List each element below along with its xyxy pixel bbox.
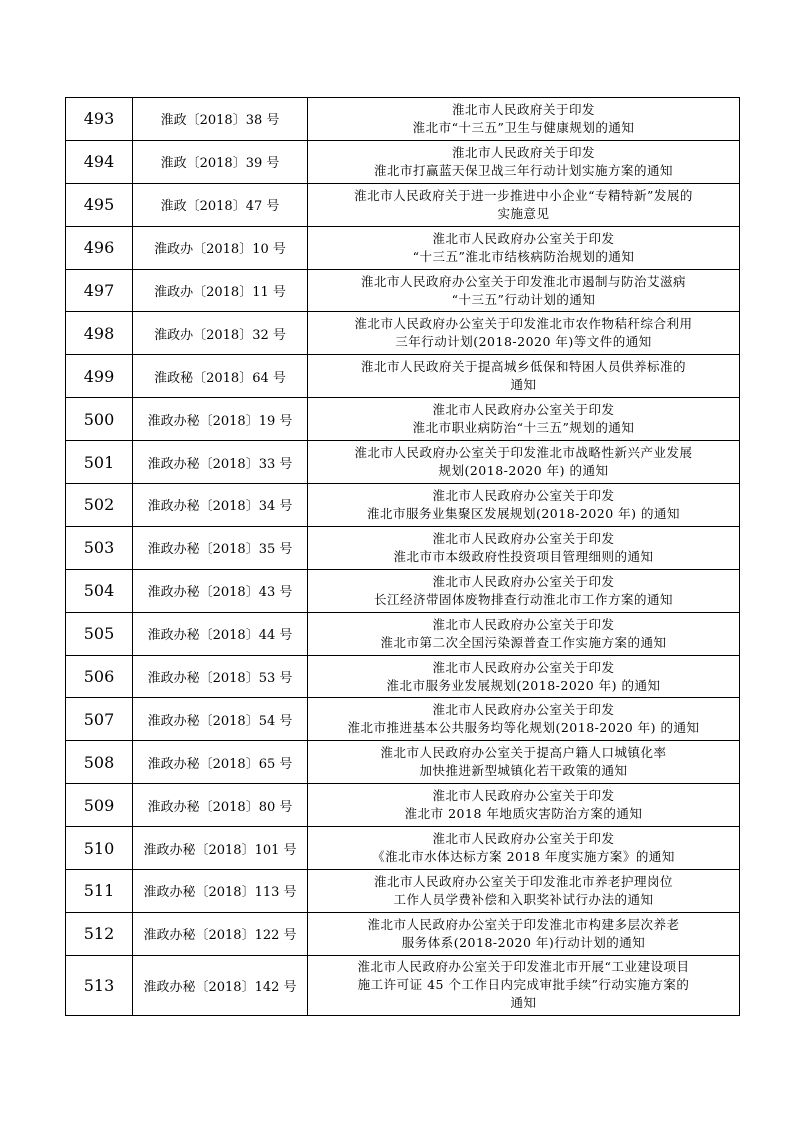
row-number: 495 — [66, 183, 133, 226]
document-number: 淮政〔2018〕47 号 — [133, 183, 308, 226]
document-title — [308, 484, 740, 527]
document-number: 淮政办秘〔2018〕101 号 — [133, 827, 308, 870]
document-title — [308, 612, 740, 655]
row-number: 508 — [66, 741, 133, 784]
document-title — [308, 698, 740, 741]
title-line: 淮北市人民政府办公室关于印发淮北市农作物秸秆综合利用 — [354, 316, 693, 332]
table-row — [66, 183, 740, 226]
document-number: 淮政秘〔2018〕64 号 — [133, 355, 308, 398]
table-row — [66, 484, 740, 527]
title-line: 淮北市人民政府办公室关于印发淮北市开展“工业建设项目 — [357, 959, 690, 975]
row-number: 503 — [66, 526, 133, 569]
title-line: 淮北市人民政府办公室关于印发淮北市战略性新兴产业发展 — [354, 445, 693, 461]
title-line: 加快推进新型城镇化若干政策的通知 — [419, 763, 628, 779]
title-line: 通知 — [510, 995, 537, 1011]
document-number: 淮政办秘〔2018〕80 号 — [133, 784, 308, 827]
table-body — [66, 98, 740, 1016]
title-line: 实施意见 — [497, 205, 550, 221]
row-number: 510 — [66, 827, 133, 870]
title-line: 淮北市人民政府关于进一步推进中小企业“专精特新”发展的 — [354, 187, 693, 203]
table-row — [66, 569, 740, 612]
title-line: 三年行动计划(2018-2020 年)等文件的通知 — [395, 334, 652, 350]
document-number: 淮政办〔2018〕32 号 — [133, 312, 308, 355]
row-number: 498 — [66, 312, 133, 355]
document-number: 淮政办秘〔2018〕19 号 — [133, 398, 308, 441]
row-number: 493 — [66, 98, 133, 141]
row-number: 494 — [66, 140, 133, 183]
row-number: 500 — [66, 398, 133, 441]
table-row — [66, 398, 740, 441]
title-line: 淮北市市本级政府性投资项目管理细则的通知 — [393, 548, 654, 564]
table-row — [66, 269, 740, 312]
row-number: 505 — [66, 612, 133, 655]
table-row — [66, 612, 740, 655]
title-line: 淮北市服务业发展规划(2018-2020 年) 的通知 — [386, 677, 661, 693]
title-line: 淮北市人民政府办公室关于印发 — [432, 788, 615, 804]
document-number: 淮政办秘〔2018〕34 号 — [133, 484, 308, 527]
table-row — [66, 355, 740, 398]
title-line: 通知 — [510, 377, 537, 393]
row-number: 513 — [66, 955, 133, 1015]
title-line: 淮北市人民政府办公室关于印发 — [432, 402, 615, 418]
document-number: 淮政〔2018〕38 号 — [133, 98, 308, 141]
row-number: 497 — [66, 269, 133, 312]
table-row — [66, 912, 740, 955]
document-title — [308, 741, 740, 784]
title-line: 淮北市人民政府办公室关于印发 — [432, 702, 615, 718]
document-title — [308, 441, 740, 484]
document-title — [308, 912, 740, 955]
document-title — [308, 269, 740, 312]
title-line: “十三五”淮北市结核病防治规划的通知 — [412, 248, 635, 264]
title-line: 淮北市人民政府办公室关于印发淮北市遏制与防治艾滋病 — [360, 273, 686, 289]
document-number: 淮政办〔2018〕10 号 — [133, 226, 308, 269]
title-line: 淮北市人民政府办公室关于提高户籍人口城镇化率 — [380, 745, 667, 761]
title-line: 淮北市人民政府办公室关于印发 — [432, 831, 615, 847]
document-title — [308, 526, 740, 569]
title-line: 淮北市服务业集聚区发展规划(2018-2020 年) 的通知 — [366, 505, 681, 521]
row-number: 507 — [66, 698, 133, 741]
document-title — [308, 655, 740, 698]
title-line: 淮北市打赢蓝天保卫战三年行动计划实施方案的通知 — [373, 162, 673, 178]
table-row — [66, 827, 740, 870]
table-row — [66, 441, 740, 484]
row-number: 496 — [66, 226, 133, 269]
table-row — [66, 312, 740, 355]
title-line: 淮北市人民政府关于提高城乡低保和特困人员供养标准的 — [360, 359, 686, 375]
document-title — [308, 98, 740, 141]
table-row — [66, 140, 740, 183]
title-line: 淮北市人民政府办公室关于印发淮北市养老护理岗位 — [373, 873, 673, 889]
title-line: 淮北市人民政府办公室关于印发 — [432, 530, 615, 546]
document-number: 淮政办秘〔2018〕54 号 — [133, 698, 308, 741]
document-number: 淮政办秘〔2018〕44 号 — [133, 612, 308, 655]
row-number: 509 — [66, 784, 133, 827]
title-line: 淮北市人民政府办公室关于印发 — [432, 616, 615, 632]
document-title — [308, 398, 740, 441]
row-number: 512 — [66, 912, 133, 955]
document-number: 淮政办秘〔2018〕53 号 — [133, 655, 308, 698]
title-line: 服务体系(2018-2020 年)行动计划的通知 — [401, 934, 646, 950]
document-number: 淮政办〔2018〕11 号 — [133, 269, 308, 312]
title-line: 淮北市 2018 年地质灾害防治方案的通知 — [404, 806, 643, 822]
document-title — [308, 784, 740, 827]
title-line: 施工许可证 45 个工作日内完成审批手续”行动实施方案的 — [357, 977, 690, 993]
title-line: 工作人员学费补偿和入职奖补试行办法的通知 — [393, 891, 654, 907]
title-line: 淮北市人民政府办公室关于印发淮北市构建多层次养老 — [367, 916, 680, 932]
title-line: 淮北市人民政府办公室关于印发 — [432, 230, 615, 246]
table-row — [66, 655, 740, 698]
row-number: 504 — [66, 569, 133, 612]
title-line: 《淮北市水体达标方案 2018 年度实施方案》的通知 — [372, 849, 675, 865]
table-row — [66, 526, 740, 569]
row-number: 502 — [66, 484, 133, 527]
title-line: 淮北市人民政府办公室关于印发 — [432, 487, 615, 503]
document-title — [308, 226, 740, 269]
document-title — [308, 183, 740, 226]
title-line: 淮北市推进基本公共服务均等化规划(2018-2020 年) 的通知 — [347, 720, 700, 736]
title-line: 淮北市人民政府关于印发 — [451, 144, 595, 160]
document-number: 淮政办秘〔2018〕35 号 — [133, 526, 308, 569]
title-line: 淮北市人民政府办公室关于印发 — [432, 659, 615, 675]
title-line: 淮北市职业病防治“十三五”规划的通知 — [412, 420, 635, 436]
document-title — [308, 955, 740, 1015]
row-number: 501 — [66, 441, 133, 484]
table-row — [66, 741, 740, 784]
title-line: “十三五”行动计划的通知 — [451, 291, 596, 307]
table-row — [66, 698, 740, 741]
document-table — [65, 97, 740, 1016]
document-number: 淮政办秘〔2018〕113 号 — [133, 870, 308, 913]
document-number: 淮政办秘〔2018〕142 号 — [133, 955, 308, 1015]
table-row — [66, 98, 740, 141]
title-line: 长江经济带固体废物排查行动淮北市工作方案的通知 — [373, 591, 673, 607]
document-number: 淮政办秘〔2018〕122 号 — [133, 912, 308, 955]
document-number: 淮政办秘〔2018〕43 号 — [133, 569, 308, 612]
document-title — [308, 140, 740, 183]
title-line: 淮北市“十三五”卫生与健康规划的通知 — [412, 119, 635, 135]
title-line: 淮北市人民政府关于印发 — [451, 101, 595, 117]
document-number: 淮政办秘〔2018〕65 号 — [133, 741, 308, 784]
row-number: 499 — [66, 355, 133, 398]
document-title — [308, 355, 740, 398]
title-line: 规划(2018-2020 年) 的通知 — [438, 463, 609, 479]
document-title — [308, 870, 740, 913]
title-line: 淮北市第二次全国污染源普查工作实施方案的通知 — [380, 634, 667, 650]
document-title — [308, 569, 740, 612]
table-row — [66, 870, 740, 913]
table-row — [66, 784, 740, 827]
document-number: 淮政〔2018〕39 号 — [133, 140, 308, 183]
table-row — [66, 955, 740, 1015]
table-row — [66, 226, 740, 269]
document-number: 淮政办秘〔2018〕33 号 — [133, 441, 308, 484]
document-title — [308, 827, 740, 870]
title-line: 淮北市人民政府办公室关于印发 — [432, 573, 615, 589]
row-number: 511 — [66, 870, 133, 913]
document-title — [308, 312, 740, 355]
row-number: 506 — [66, 655, 133, 698]
